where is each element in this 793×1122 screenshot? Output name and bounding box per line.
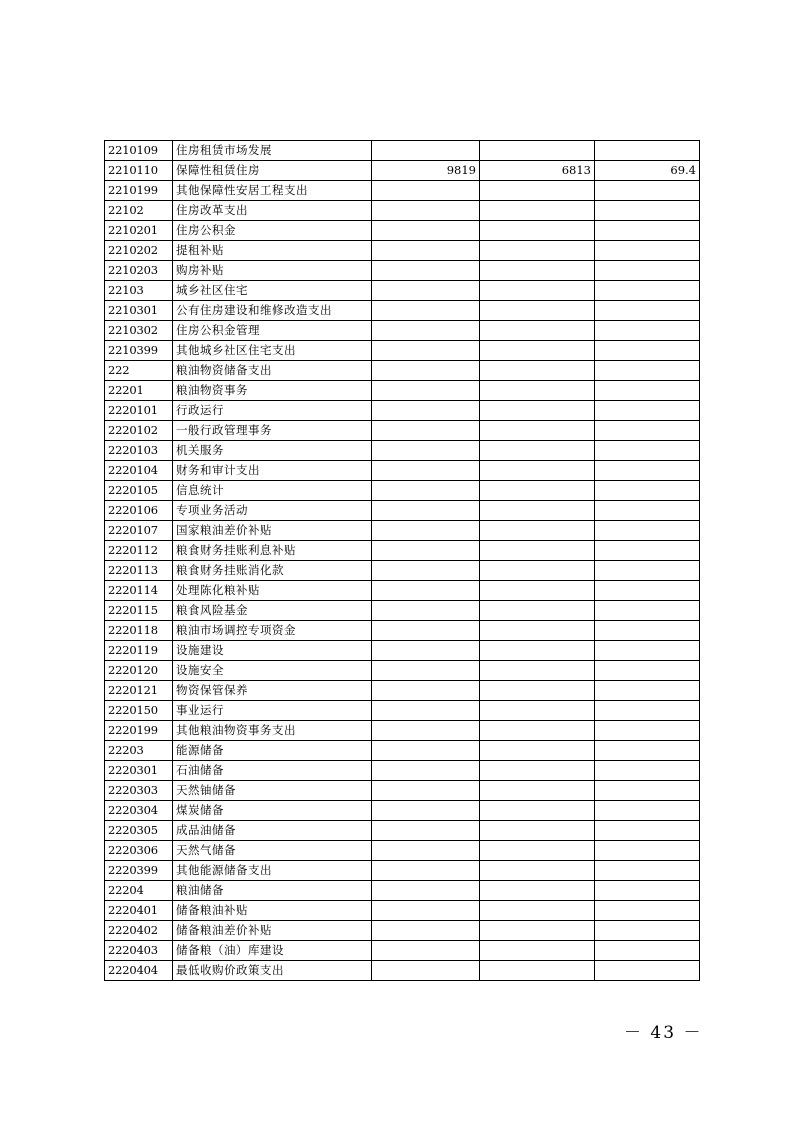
row-value-2 [480,921,595,941]
row-name: 设施建设 [173,641,372,661]
table-row [105,181,700,201]
row-value-2: 6813 [480,161,595,181]
table-row [105,561,700,581]
row-value-1 [372,841,480,861]
row-value-3 [595,321,700,341]
row-value-2 [480,561,595,581]
row-name: 粮油市场调控专项资金 [173,621,372,641]
row-value-2 [480,861,595,881]
row-code: 2220106 [105,501,173,521]
row-value-1 [372,661,480,681]
table-row [105,861,700,881]
row-value-1 [372,621,480,641]
row-name: 物资保管保养 [173,681,372,701]
row-value-1 [372,561,480,581]
row-name: 储备粮油差价补贴 [173,921,372,941]
row-name: 保障性租赁住房 [173,161,372,181]
row-name: 其他能源储备支出 [173,861,372,881]
row-code: 22201 [105,381,173,401]
row-value-2 [480,601,595,621]
row-value-2 [480,761,595,781]
row-code: 2210110 [105,161,173,181]
row-value-3 [595,901,700,921]
row-value-1 [372,341,480,361]
row-value-1 [372,421,480,441]
row-value-2 [480,241,595,261]
table-row [105,781,700,801]
table-row [105,601,700,621]
row-value-1 [372,541,480,561]
table-row [105,461,700,481]
row-value-1 [372,281,480,301]
row-value-3 [595,841,700,861]
row-value-2 [480,501,595,521]
row-value-1 [372,761,480,781]
row-code: 2220304 [105,801,173,821]
row-name: 专项业务活动 [173,501,372,521]
budget-table [104,140,700,981]
row-value-1 [372,721,480,741]
row-value-3 [595,661,700,681]
row-value-2 [480,621,595,641]
row-value-3 [595,301,700,321]
row-name: 住房改革支出 [173,201,372,221]
table-row [105,881,700,901]
row-name: 粮油储备 [173,881,372,901]
table-row [105,361,700,381]
row-value-1 [372,321,480,341]
row-name: 住房租赁市场发展 [173,141,372,161]
row-value-2 [480,721,595,741]
row-name: 粮食风险基金 [173,601,372,621]
table-body [105,141,700,981]
row-code: 2220103 [105,441,173,461]
row-name: 信息统计 [173,481,372,501]
row-name: 财务和审计支出 [173,461,372,481]
row-name: 城乡社区住宅 [173,281,372,301]
row-value-2 [480,221,595,241]
row-value-1 [372,441,480,461]
row-name: 石油储备 [173,761,372,781]
row-code: 2220402 [105,921,173,941]
row-value-2 [480,421,595,441]
row-value-3 [595,501,700,521]
row-value-3 [595,681,700,701]
row-name: 最低收购价政策支出 [173,961,372,981]
row-code: 2210201 [105,221,173,241]
row-value-2 [480,581,595,601]
row-name: 住房公积金 [173,221,372,241]
row-value-3 [595,221,700,241]
row-code: 2210399 [105,341,173,361]
table-row [105,241,700,261]
table-row [105,221,700,241]
row-code: 2220115 [105,601,173,621]
row-value-1 [372,181,480,201]
table-row [105,721,700,741]
row-value-3 [595,641,700,661]
row-value-2 [480,541,595,561]
row-value-3 [595,781,700,801]
row-code: 2220401 [105,901,173,921]
row-value-1 [372,821,480,841]
row-value-1 [372,701,480,721]
table-row [105,901,700,921]
row-value-3 [595,541,700,561]
row-code: 2220301 [105,761,173,781]
row-value-2 [480,341,595,361]
row-value-1 [372,501,480,521]
row-value-2 [480,441,595,461]
row-value-3 [595,521,700,541]
row-value-3 [595,481,700,501]
row-value-3 [595,581,700,601]
row-value-3: 69.4 [595,161,700,181]
row-name: 设施安全 [173,661,372,681]
row-value-3 [595,921,700,941]
row-value-2 [480,181,595,201]
row-value-1 [372,521,480,541]
row-value-1 [372,401,480,421]
row-value-3 [595,441,700,461]
table-row [105,741,700,761]
table-row [105,821,700,841]
row-name: 储备粮（油）库建设 [173,941,372,961]
row-value-2 [480,681,595,701]
table-row [105,401,700,421]
row-value-2 [480,521,595,541]
table-row [105,421,700,441]
row-code: 2220306 [105,841,173,861]
row-value-1 [372,381,480,401]
row-code: 2220120 [105,661,173,681]
row-value-2 [480,881,595,901]
row-value-2 [480,461,595,481]
row-value-2 [480,961,595,981]
row-value-3 [595,721,700,741]
row-value-1 [372,221,480,241]
row-name: 公有住房建设和维修改造支出 [173,301,372,321]
row-name: 事业运行 [173,701,372,721]
row-code: 22102 [105,201,173,221]
table-row [105,201,700,221]
row-value-1 [372,801,480,821]
row-value-1 [372,201,480,221]
row-code: 2220404 [105,961,173,981]
row-value-3 [595,801,700,821]
table-row [105,521,700,541]
row-value-3 [595,421,700,441]
row-value-1 [372,921,480,941]
row-value-3 [595,461,700,481]
row-value-2 [480,941,595,961]
row-value-1 [372,141,480,161]
table-row [105,301,700,321]
row-code: 2210301 [105,301,173,321]
table-row [105,681,700,701]
row-value-1 [372,681,480,701]
table-row [105,481,700,501]
row-code: 2210109 [105,141,173,161]
row-value-3 [595,761,700,781]
row-code: 2220101 [105,401,173,421]
row-name: 粮食财务挂账利息补贴 [173,541,372,561]
row-value-1 [372,601,480,621]
row-value-2 [480,661,595,681]
row-value-3 [595,241,700,261]
row-value-3 [595,741,700,761]
table-row [105,921,700,941]
row-value-3 [595,941,700,961]
row-name: 能源储备 [173,741,372,761]
row-value-1 [372,781,480,801]
table-row [105,321,700,341]
row-code: 222 [105,361,173,381]
row-code: 2220107 [105,521,173,541]
row-code: 2220118 [105,621,173,641]
row-value-1 [372,361,480,381]
row-code: 22203 [105,741,173,761]
row-code: 2220403 [105,941,173,961]
table-row [105,961,700,981]
row-code: 2220199 [105,721,173,741]
row-value-1: 9819 [372,161,480,181]
row-name: 其他粮油物资事务支出 [173,721,372,741]
row-value-3 [595,701,700,721]
row-code: 2220150 [105,701,173,721]
row-value-3 [595,881,700,901]
table-row [105,941,700,961]
row-value-1 [372,301,480,321]
page-number: － 43 － [624,1023,703,1043]
row-value-3 [595,281,700,301]
row-code: 2220399 [105,861,173,881]
row-name: 国家粮油差价补贴 [173,521,372,541]
row-value-1 [372,481,480,501]
row-value-3 [595,341,700,361]
table-row [105,161,700,181]
row-value-3 [595,141,700,161]
row-code: 2220114 [105,581,173,601]
row-name: 天然铀储备 [173,781,372,801]
row-name: 一般行政管理事务 [173,421,372,441]
row-value-2 [480,201,595,221]
table-row [105,801,700,821]
row-value-3 [595,561,700,581]
table-row [105,341,700,361]
row-code: 2210203 [105,261,173,281]
row-code: 22103 [105,281,173,301]
row-code: 2210199 [105,181,173,201]
row-value-1 [372,641,480,661]
row-value-1 [372,241,480,261]
row-code: 2220119 [105,641,173,661]
row-name: 粮油物资事务 [173,381,372,401]
table-row [105,641,700,661]
row-value-2 [480,781,595,801]
row-name: 成品油储备 [173,821,372,841]
row-name: 提租补贴 [173,241,372,261]
row-code: 2220112 [105,541,173,561]
row-value-3 [595,621,700,641]
row-value-2 [480,281,595,301]
row-name: 行政运行 [173,401,372,421]
row-name: 处理陈化粮补贴 [173,581,372,601]
row-name: 粮油物资储备支出 [173,361,372,381]
row-code: 2220105 [105,481,173,501]
row-name: 天然气储备 [173,841,372,861]
row-code: 2210302 [105,321,173,341]
row-value-3 [595,381,700,401]
row-name: 粮食财务挂账消化款 [173,561,372,581]
row-value-2 [480,701,595,721]
row-value-1 [372,741,480,761]
table-row [105,621,700,641]
row-code: 2220102 [105,421,173,441]
table-row [105,701,700,721]
row-value-3 [595,181,700,201]
row-value-2 [480,641,595,661]
row-value-2 [480,261,595,281]
row-value-1 [372,581,480,601]
row-code: 22204 [105,881,173,901]
row-value-2 [480,301,595,321]
row-value-3 [595,861,700,881]
row-value-1 [372,261,480,281]
row-name: 机关服务 [173,441,372,461]
row-value-1 [372,901,480,921]
row-value-1 [372,961,480,981]
table-row [105,381,700,401]
row-code: 2220121 [105,681,173,701]
row-code: 2220303 [105,781,173,801]
row-code: 2210202 [105,241,173,261]
row-value-3 [595,601,700,621]
table-row [105,581,700,601]
row-value-1 [372,881,480,901]
table-row [105,281,700,301]
row-value-2 [480,361,595,381]
table-row [105,661,700,681]
row-value-3 [595,261,700,281]
table-row [105,541,700,561]
row-value-2 [480,321,595,341]
row-code: 2220104 [105,461,173,481]
row-value-2 [480,401,595,421]
table-row [105,441,700,461]
row-value-2 [480,841,595,861]
table-row [105,501,700,521]
table-row [105,261,700,281]
row-code: 2220305 [105,821,173,841]
row-name: 购房补贴 [173,261,372,281]
row-value-2 [480,741,595,761]
row-name: 其他城乡社区住宅支出 [173,341,372,361]
row-value-2 [480,801,595,821]
row-value-3 [595,401,700,421]
row-value-2 [480,141,595,161]
row-value-3 [595,821,700,841]
row-name: 储备粮油补贴 [173,901,372,921]
table-row [105,141,700,161]
row-name: 煤炭储备 [173,801,372,821]
row-name: 其他保障性安居工程支出 [173,181,372,201]
table-row [105,761,700,781]
row-value-2 [480,901,595,921]
row-value-3 [595,201,700,221]
row-value-1 [372,461,480,481]
table-row [105,841,700,861]
row-value-2 [480,821,595,841]
row-value-2 [480,481,595,501]
row-code: 2220113 [105,561,173,581]
row-value-3 [595,361,700,381]
row-value-1 [372,941,480,961]
row-name: 住房公积金管理 [173,321,372,341]
row-value-3 [595,961,700,981]
row-value-2 [480,381,595,401]
row-value-1 [372,861,480,881]
